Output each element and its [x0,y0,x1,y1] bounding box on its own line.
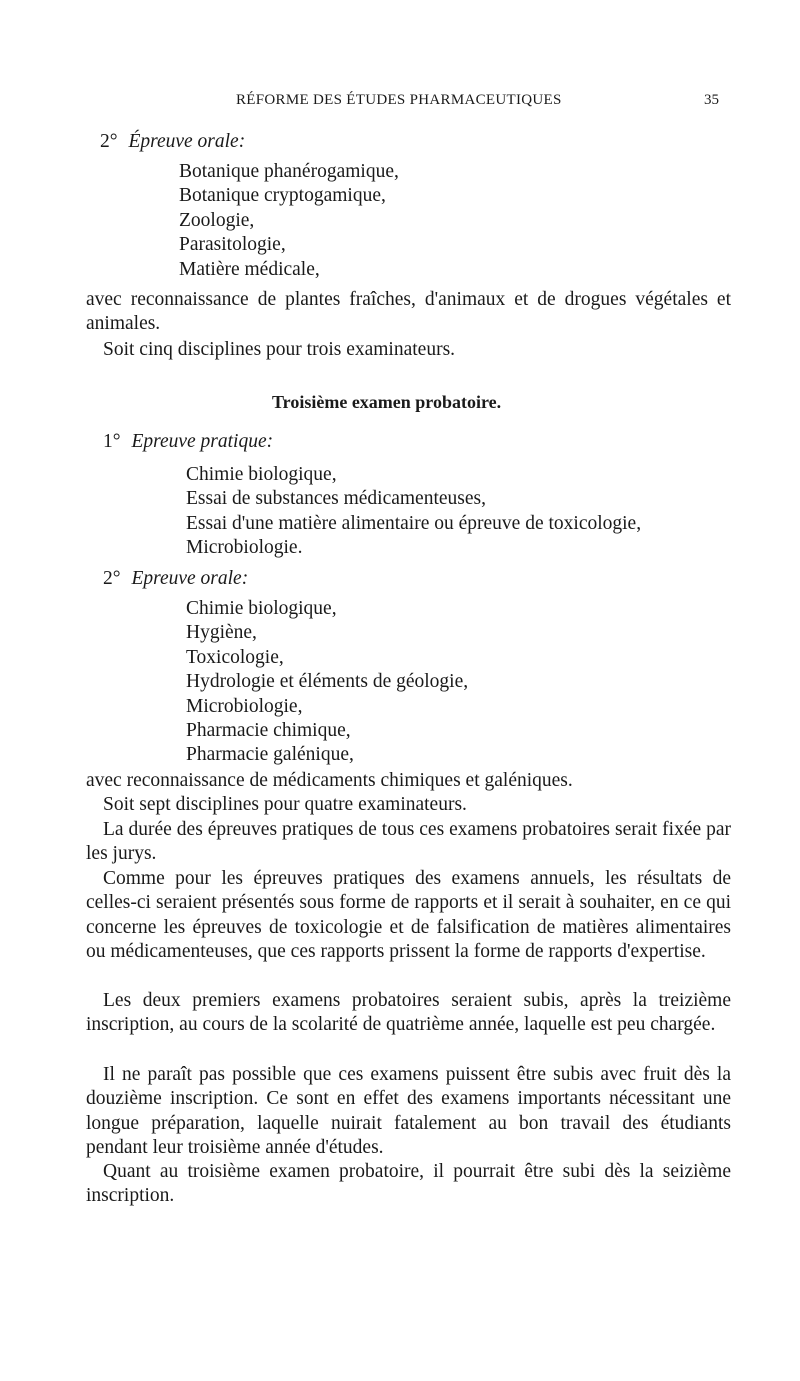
oral-discipline-list [179,160,399,282]
list-item: Hygiène, [186,622,257,644]
list-item: Hydrologie et éléments de géologie, [186,671,469,693]
section-label-oral [100,130,245,154]
summary-line: Soit cinq disciplines pour trois examinateurs. [103,339,456,360]
list-item: Pharmacie chimique, [186,720,351,742]
paragraph: Quant au troisième examen probatoire, il pourrait être subi dès la seizième inscription. [86,1161,731,1207]
list-item: Microbiologie. [186,537,303,559]
label-number: 2° [103,568,121,589]
label-text: Epreuve orale: [131,568,249,589]
label-number: 1° [103,431,121,452]
list-item: Chimie biologique, [186,598,337,619]
list-item: Matière médicale, [179,258,320,280]
page-number: 35 [704,92,719,108]
running-title: RÉFORME DES ÉTUDES PHARMACEUTIQUES [236,92,562,108]
practical-discipline-list [186,463,641,561]
paragraph-closing: avec reconnaissance de plantes fraîches, d'animaux et de drogues végétales et animales. [86,289,731,335]
list-item: Essai de substances médicamenteuses, [186,488,486,510]
section-label-practical [103,430,273,454]
list-item: Botanique phanérogamique, [179,161,399,182]
label-number: 2° [100,131,118,152]
list-item: Zoologie, [179,209,255,231]
list-item: Chimie biologique, [186,464,337,485]
paragraph: avec reconnaissance de médicaments chimiques et galéniques. [86,770,573,791]
label-text: Épreuve orale: [128,131,246,152]
list-item: Microbiologie, [186,695,303,717]
paragraph: Il ne paraît pas possible que ces examens puissent être subis avec fruit dès la douzième inscription. Ce sont en effet des examens importants nécessitant une longue préparation, laquelle nuirait fatalement au bon travail des étudiants pendant leur troisième année d'études. [86,1064,731,1159]
label-text: Epreuve pratique: [131,431,274,452]
oral-third-discipline-list [186,597,468,768]
paragraph: Les deux premiers examens probatoires seraient subis, après la treizième inscription, au cours de la scolarité de quatrième année, laquelle est peu chargée. [86,990,731,1036]
section-heading-text: Troisième examen probatoire. [272,392,502,412]
paragraph: Comme pour les épreuves pratiques des examens annuels, les résultats de celles-ci seraient présentés sous forme de rapports et il serait à souhaiter, en ce qui concerne les épreuves de toxicologie et de falsification de matières alimentaires ou médicamenteuses, que ces rapports prissent la forme de rapports d'expertise. [86,868,731,963]
paragraph: Soit sept disciplines pour quatre examinateurs. [103,794,467,815]
list-item: Botanique cryptogamique, [179,185,386,207]
list-item: Toxicologie, [186,646,284,668]
paragraph: La durée des épreuves pratiques de tous ces examens probatoires serait fixée par les jurys. [86,819,731,865]
list-item: Essai d'une matière alimentaire ou épreuve de toxicologie, [186,512,642,534]
list-item: Pharmacie galénique, [186,744,354,766]
section-label-oral-third [103,567,248,591]
running-head [0,92,800,116]
list-item: Parasitologie, [179,234,286,256]
